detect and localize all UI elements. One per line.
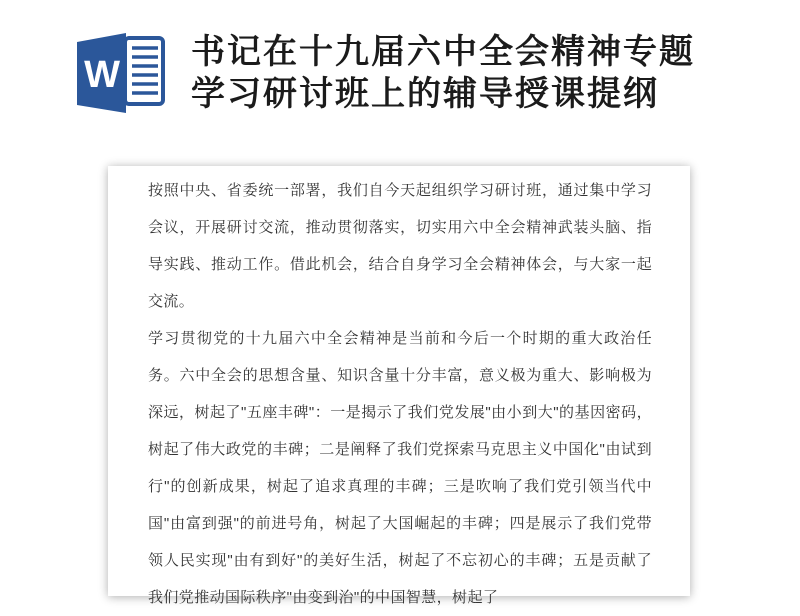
page-title [191,31,695,115]
page-title-line-2: 学习研讨班上的辅导授课提纲 [191,75,659,113]
paragraph-1: 按照中央、省委统一部署，我们自今天起组织学习研讨班，通过集中学习会议，开展研讨交流，推动贯彻落实，切实用六中全会精神武装头脑、指导实践、推动工作。借此机会，结合自身学习全会精神体会，与大家一起交流。 [148,182,652,310]
page-title-line-1: 书记在十九届六中全会精神专题 [191,33,695,71]
ms-word-icon [75,29,167,114]
word-cover-flap [77,33,126,113]
document-preview-page[interactable] [108,166,690,606]
word-document-sheet [125,38,163,104]
paragraph-2: 学习贯彻党的十九届六中全会精神是当前和今后一个时期的重大政治任务。六中全会的思想含量、知识含量十分丰富，意义极为重大、影响极为深远，树起了"五座丰碑"：一是揭示了我们党发展"由小到大"的基因密码，树起了伟大政党的丰碑；二是阐释了我们党探索马克思主义中国化"由试到行"的创新成果，树起了追求真理的丰碑；三是吹响了我们党引领当代中国"由富到强"的前进号角，树起了大国崛起的丰碑；四是展示了我们党带领人民实现"由有到好"的美好生活，树起了不忘初心的丰碑；五是贡献了我们党推动国际秩序"由变到治"的中国智慧，树起了 [148,330,652,606]
document-body [108,166,690,616]
header [0,0,800,150]
word-icon-letter: W [84,54,120,96]
